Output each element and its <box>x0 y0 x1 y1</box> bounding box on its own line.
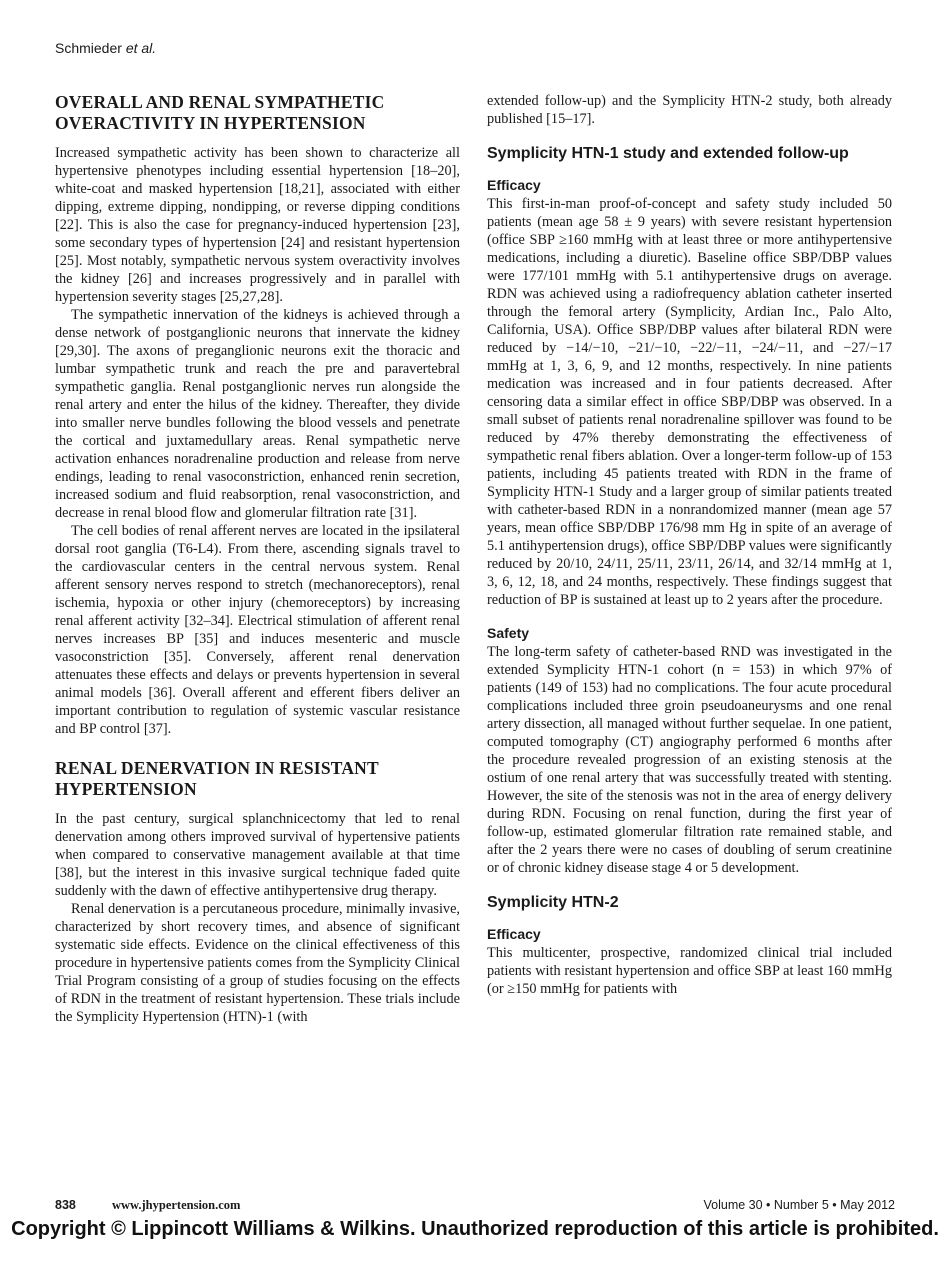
paragraph-afferent-nerves: The cell bodies of renal afferent nerves are located in the ipsilateral dorsal root ganglia (T6-L4). From there, ascending signals travel to the cardiovascular centers in the central nervous system. Renal afferent sensory nerves respond to stretch (mechanoreceptors), renal ischemia, hypoxia or other injury (chemoreceptors) by increasing renal afferent activity [32–34]. Electrical stimulation of afferent renal nerves increases BP [35] and induces mesenteric and muscle vasoconstriction [35]. Conversely, afferent renal denervation attenuates these effects and delays or prevents hypertension in several animal models [36]. Overall afferent and efferent fibers deliver an important contribution to regulation of systemic vascular resistance and BP control [37]. <box>55 523 460 737</box>
left-column <box>55 92 460 1026</box>
journal-website-link[interactable]: www.jhypertension.com <box>112 1198 241 1212</box>
running-head-author: Schmieder <box>55 40 122 56</box>
page-footer <box>55 1198 895 1218</box>
right-column <box>487 92 892 998</box>
subsection-title-htn2: Symplicity HTN-2 <box>487 894 619 911</box>
paragraph-sympathetic-innervation: The sympathetic innervation of the kidneys is achieved through a dense network of postganglionic neurons that innervate the kidney [29,30]. The axons of preganglionic neurons exit the thoracic and lumbar sympathetic trunk and reach the pre and paravertebral sympathetic ganglia. Renal postganglionic nerves run alongside the renal artery and enter the hilus of the kidney. Thereafter, they divide into smaller nerve bundles following the blood vessels and penetrate the cortical and juxtamedullary areas. Renal sympathetic nerve activation enhances noradrenaline production and release from nerve endings, leading to renal vasoconstriction, enhanced renin secretion, increased sodium and fluid reabsorption, renal vasoconstriction, and decrease in renal blood flow and glomerular filtration rate [31]. <box>55 307 460 521</box>
page-number: 838 <box>55 1198 76 1212</box>
paragraph-percutaneous-procedure: Renal denervation is a percutaneous procedure, minimally invasive, characterized by short recovery times, and absence of significant systematic side effects. Evidence on the clinical effectiveness of this procedure in hypertensive patients comes from the Symplicity Clinical Trial Program consisting of a group of studies focusing on the effects of RDN in the treatment of resistant hypertension. These trials include the Symplicity Hypertension (HTN)-1 (with <box>55 901 460 1025</box>
paragraph-htn2-efficacy: This multicenter, prospective, randomized clinical trial included patients with resistant hypertension and office SBP at least 160 mmHg (or ≥150 mmHg for patients with <box>487 945 892 997</box>
section-title-sympathetic-overactivity: OVERALL AND RENAL SYMPATHETIC OVERACTIVITY IN HYPERTENSION <box>55 92 385 133</box>
paragraph-htn1-safety: The long-term safety of catheter-based RND was investigated in the extended Symplicity HTN-1 cohort (n = 153) in which 97% of patients (149 of 153) had no complications. The four acute procedural complications included three groin pseudoaneurysms and one renal artery dissection, all managed without further sequelae. In one patient, computed tomography (CT) angiography performed 6 months after the procedure revealed progression of an existing stenosis at the ostium of one renal artery that was successfully treated with stenting. However, the site of the stenosis was not in the area of energy delivery during RDN. Focusing on renal function, during the first year of follow-up, estimated glomerular filtration rate remained stable, and after the 2 years there were no cases of doubling of serum creatinine or of chronic kidney disease stage 4 or 5 development. <box>487 644 892 876</box>
section-title-renal-denervation: RENAL DENERVATION IN RESISTANT HYPERTENSION <box>55 758 379 799</box>
paragraph-continued: extended follow-up) and the Symplicity HTN-2 study, both already published [15–17]. <box>487 93 892 127</box>
paragraph-splanchnicectomy: In the past century, surgical splanchnicectomy that led to renal denervation among others improved survival of hypertensive patients when compared to conservative management available at that time [38], but the interest in this invasive surgical technique faded quite suddenly with the dawn of effective antihypertensive drug therapy. <box>55 811 460 899</box>
copyright-notice: Copyright © Lippincott Williams & Wilkins. Unauthorized reproduction of this article is prohibited. <box>11 1218 939 1240</box>
volume-info: Volume 30 • Number 5 • May 2012 <box>703 1198 895 1212</box>
running-head-etal: et al. <box>125 40 157 56</box>
paragraph-sympathetic-phenotypes: Increased sympathetic activity has been shown to characterize all hypertensive phenotypes including essential hypertension [18–20], white-coat and masked hypertension [18,21], associated with either dipping, extreme dipping, nondipping, or reverse dipping conditions [22]. This is also the case for pregnancy-induced hypertension [23], some secondary types of hypertension [24] and resistant hypertension [25]. Most notably, sympathetic nervous system overactivity involves the kidney [26] and increases progressively and in parallel with hypertension severity stages [25,27,28]. <box>55 145 460 305</box>
heading-htn1-efficacy: Efficacy <box>487 177 541 193</box>
subsection-title-htn1: Symplicity HTN-1 study and extended follow-up <box>487 145 849 162</box>
running-head <box>55 40 156 56</box>
paragraph-htn1-efficacy: This first-in-man proof-of-concept and safety study included 50 patients (mean age 58 ± 9 years) with severe resistant hypertension (office SBP ≥160 mmHg with at least three or more antihypertensive medications, including a diuretic). Baseline office SBP/DBP values were 177/101 mmHg with 5.1 antihypertensive drugs on average. RDN was achieved using a radiofrequency ablation catheter inserted through the femoral artery (Symplicity, Ardian Inc., Palo Alto, California, USA). Office SBP/DBP values after bilateral RDN were reduced by −14/−10, −21/−10, −22/−11, −24/−11, and −27/−17 mmHg at 1, 3, 6, 9, and 12 months, respectively. In nine patients medication was increased and in four patients decreased. After censoring data a similar effect in office SBP/DBP was observed. In a small subset of patients renal noradrenaline spillover was found to be reduced by 47% thereby demonstrating the effectiveness of sympathetic renal fibers ablation. Over a longer-term follow-up of 153 patients, including 45 patients treated with RDN in the frame of Symplicity HTN-1 Study and a larger group of similar patients treated with catheter-based RDN in a nonrandomized manner (mean age 57 years, mean office SBP/DBP 176/98 mm Hg in spite of an average of 5.1 antihypertension drugs), office SBP/DBP values were significantly reduced by 20/10, 24/11, 25/11, 23/11, 26/14, and 32/14 mmHg at 1, 3, 6, 12, 18, and 24 months, respectively. These findings suggest that reduction of BP is sustained at least up to 2 years after the procedure. <box>487 196 892 608</box>
heading-htn2-efficacy: Efficacy <box>487 926 541 942</box>
heading-htn1-safety: Safety <box>487 625 530 641</box>
